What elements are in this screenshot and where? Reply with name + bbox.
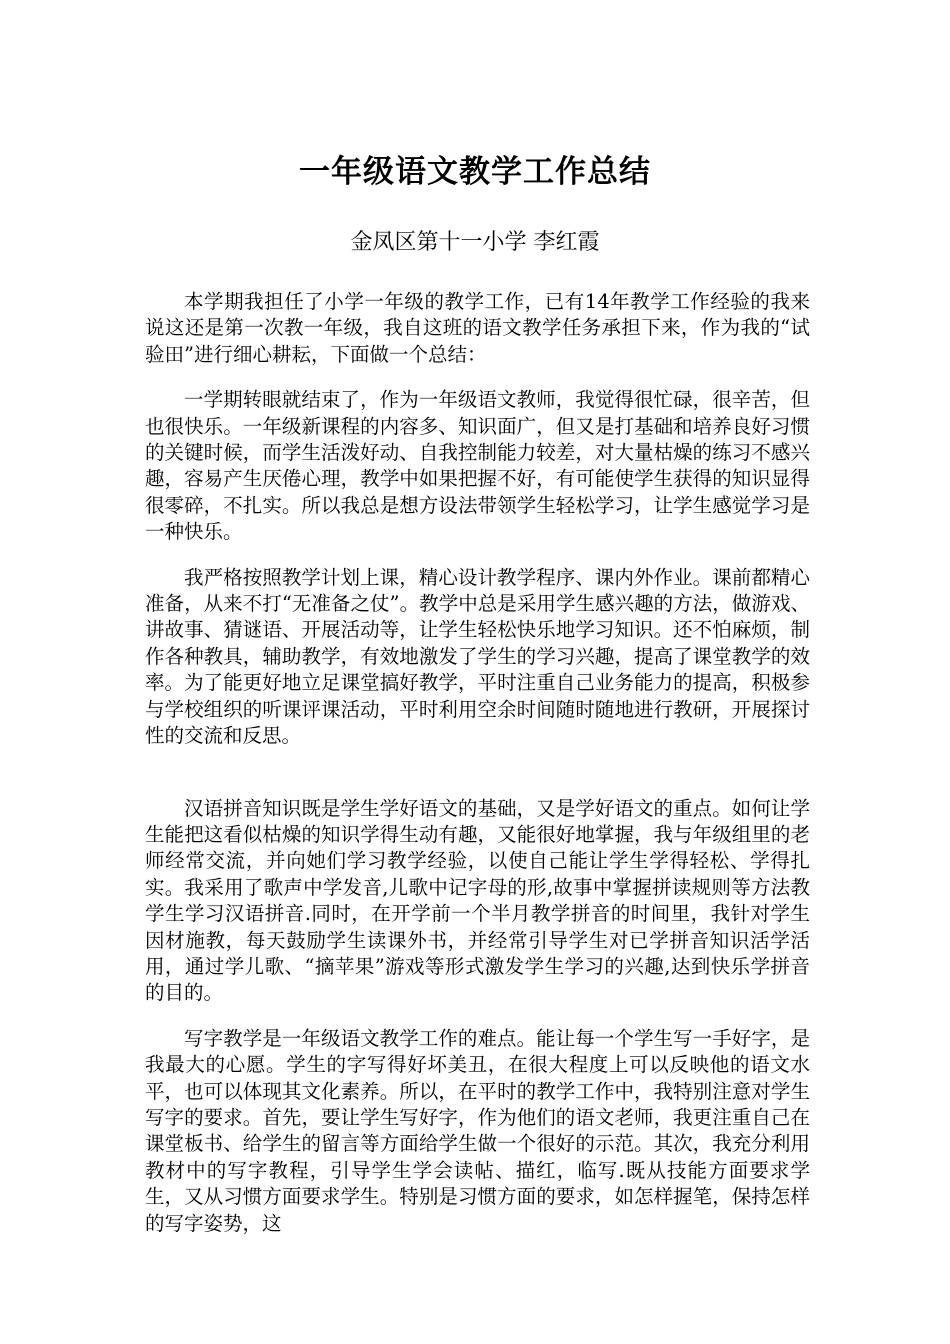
paragraph-teaching-plan: 我严格按照教学计划上课，精心设计教学程序、课内外作业。课前都精心准备，从来不打“无准备之仗”。教学中总是采用学生感兴趣的方法，做游戏、讲故事、猜谜语、开展活动等，让学生轻松快乐地学习知识。还不怕麻烦，制作各种教具，辅助教学，有效地激发了学生的学习兴趣，提高了课堂教学的效率。为了能更好地立足课堂搞好教学，平时注重自己业务能力的提高，积极参与学校组织的听课评课活动，平时利用空余时间随时随地进行教研，开展探讨性的交流和反思。 (145, 565, 810, 748)
paragraph-pinyin: 汉语拼音知识既是学生学好语文的基础，又是学好语文的重点。如何让学生能把这看似枯燥的知识学得生动有趣，又能很好地掌握，我与年级组里的老师经常交流，并向她们学习教学经验，以使自己能让学生学得轻松、学得扎实。我采用了歌声中学发音,儿歌中记字母的形,故事中掌握拼读规则等方法教学生学习汉语拼音.同时，在开学前一个半月教学拼音的时间里，我针对学生因材施教，每天鼓励学生读课外书，并经常引导学生对已学拼音知识活学活用，通过学儿歌、“摘苹果”游戏等形式激发学生学习的兴趣,达到快乐学拼音的目的。 (145, 796, 810, 1005)
document-title: 一年级语文教学工作总结 (299, 154, 651, 190)
paragraph-intro: 本学期我担任了小学一年级的教学工作，已有14年教学工作经验的我来说这还是第一次教一年级，我自这班的语文教学任务承担下来，作为我的“试验田”进行细心耕耘，下面做一个总结： (145, 290, 810, 366)
paragraph-overview: 一学期转眼就结束了，作为一年级语文教师，我觉得很忙碌，很辛苦，但也很快乐。一年级新课程的内容多、知识面广，但又是打基础和培养良好习惯的关键时候，而学生活泼好动、自我控制能力较差，对大量枯燥的练习不感兴趣，容易产生厌倦心理，教学中如果把握不好，有可能使学生获得的知识显得很零碎，不扎实。所以我总是想方设法带领学生轻松学习，让学生感觉学习是一种快乐。 (145, 388, 810, 544)
paragraph-writing: 写字教学是一年级语文教学工作的难点。能让每一个学生写一手好字，是我最大的心愿。学生的字写得好坏美丑，在很大程度上可以反映他的语文水平，也可以体现其文化素养。所以，在平时的教学工作中，我特别注意对学生写字的要求。首先，要让学生写好字，作为他们的语文老师，我更注重自己在课堂板书、给学生的留言等方面给学生做一个很好的示范。其次，我充分利用教材中的写字教程，引导学生学会读帖、描红，临写.既从技能方面要求学生，又从习惯方面要求学生。特别是习惯方面的要求，如怎样握笔，保持怎样的写字姿势，这 (145, 1026, 810, 1235)
document-author: 金凤区第十一小学 李红霞 (350, 230, 600, 255)
document-body (145, 289, 810, 1237)
